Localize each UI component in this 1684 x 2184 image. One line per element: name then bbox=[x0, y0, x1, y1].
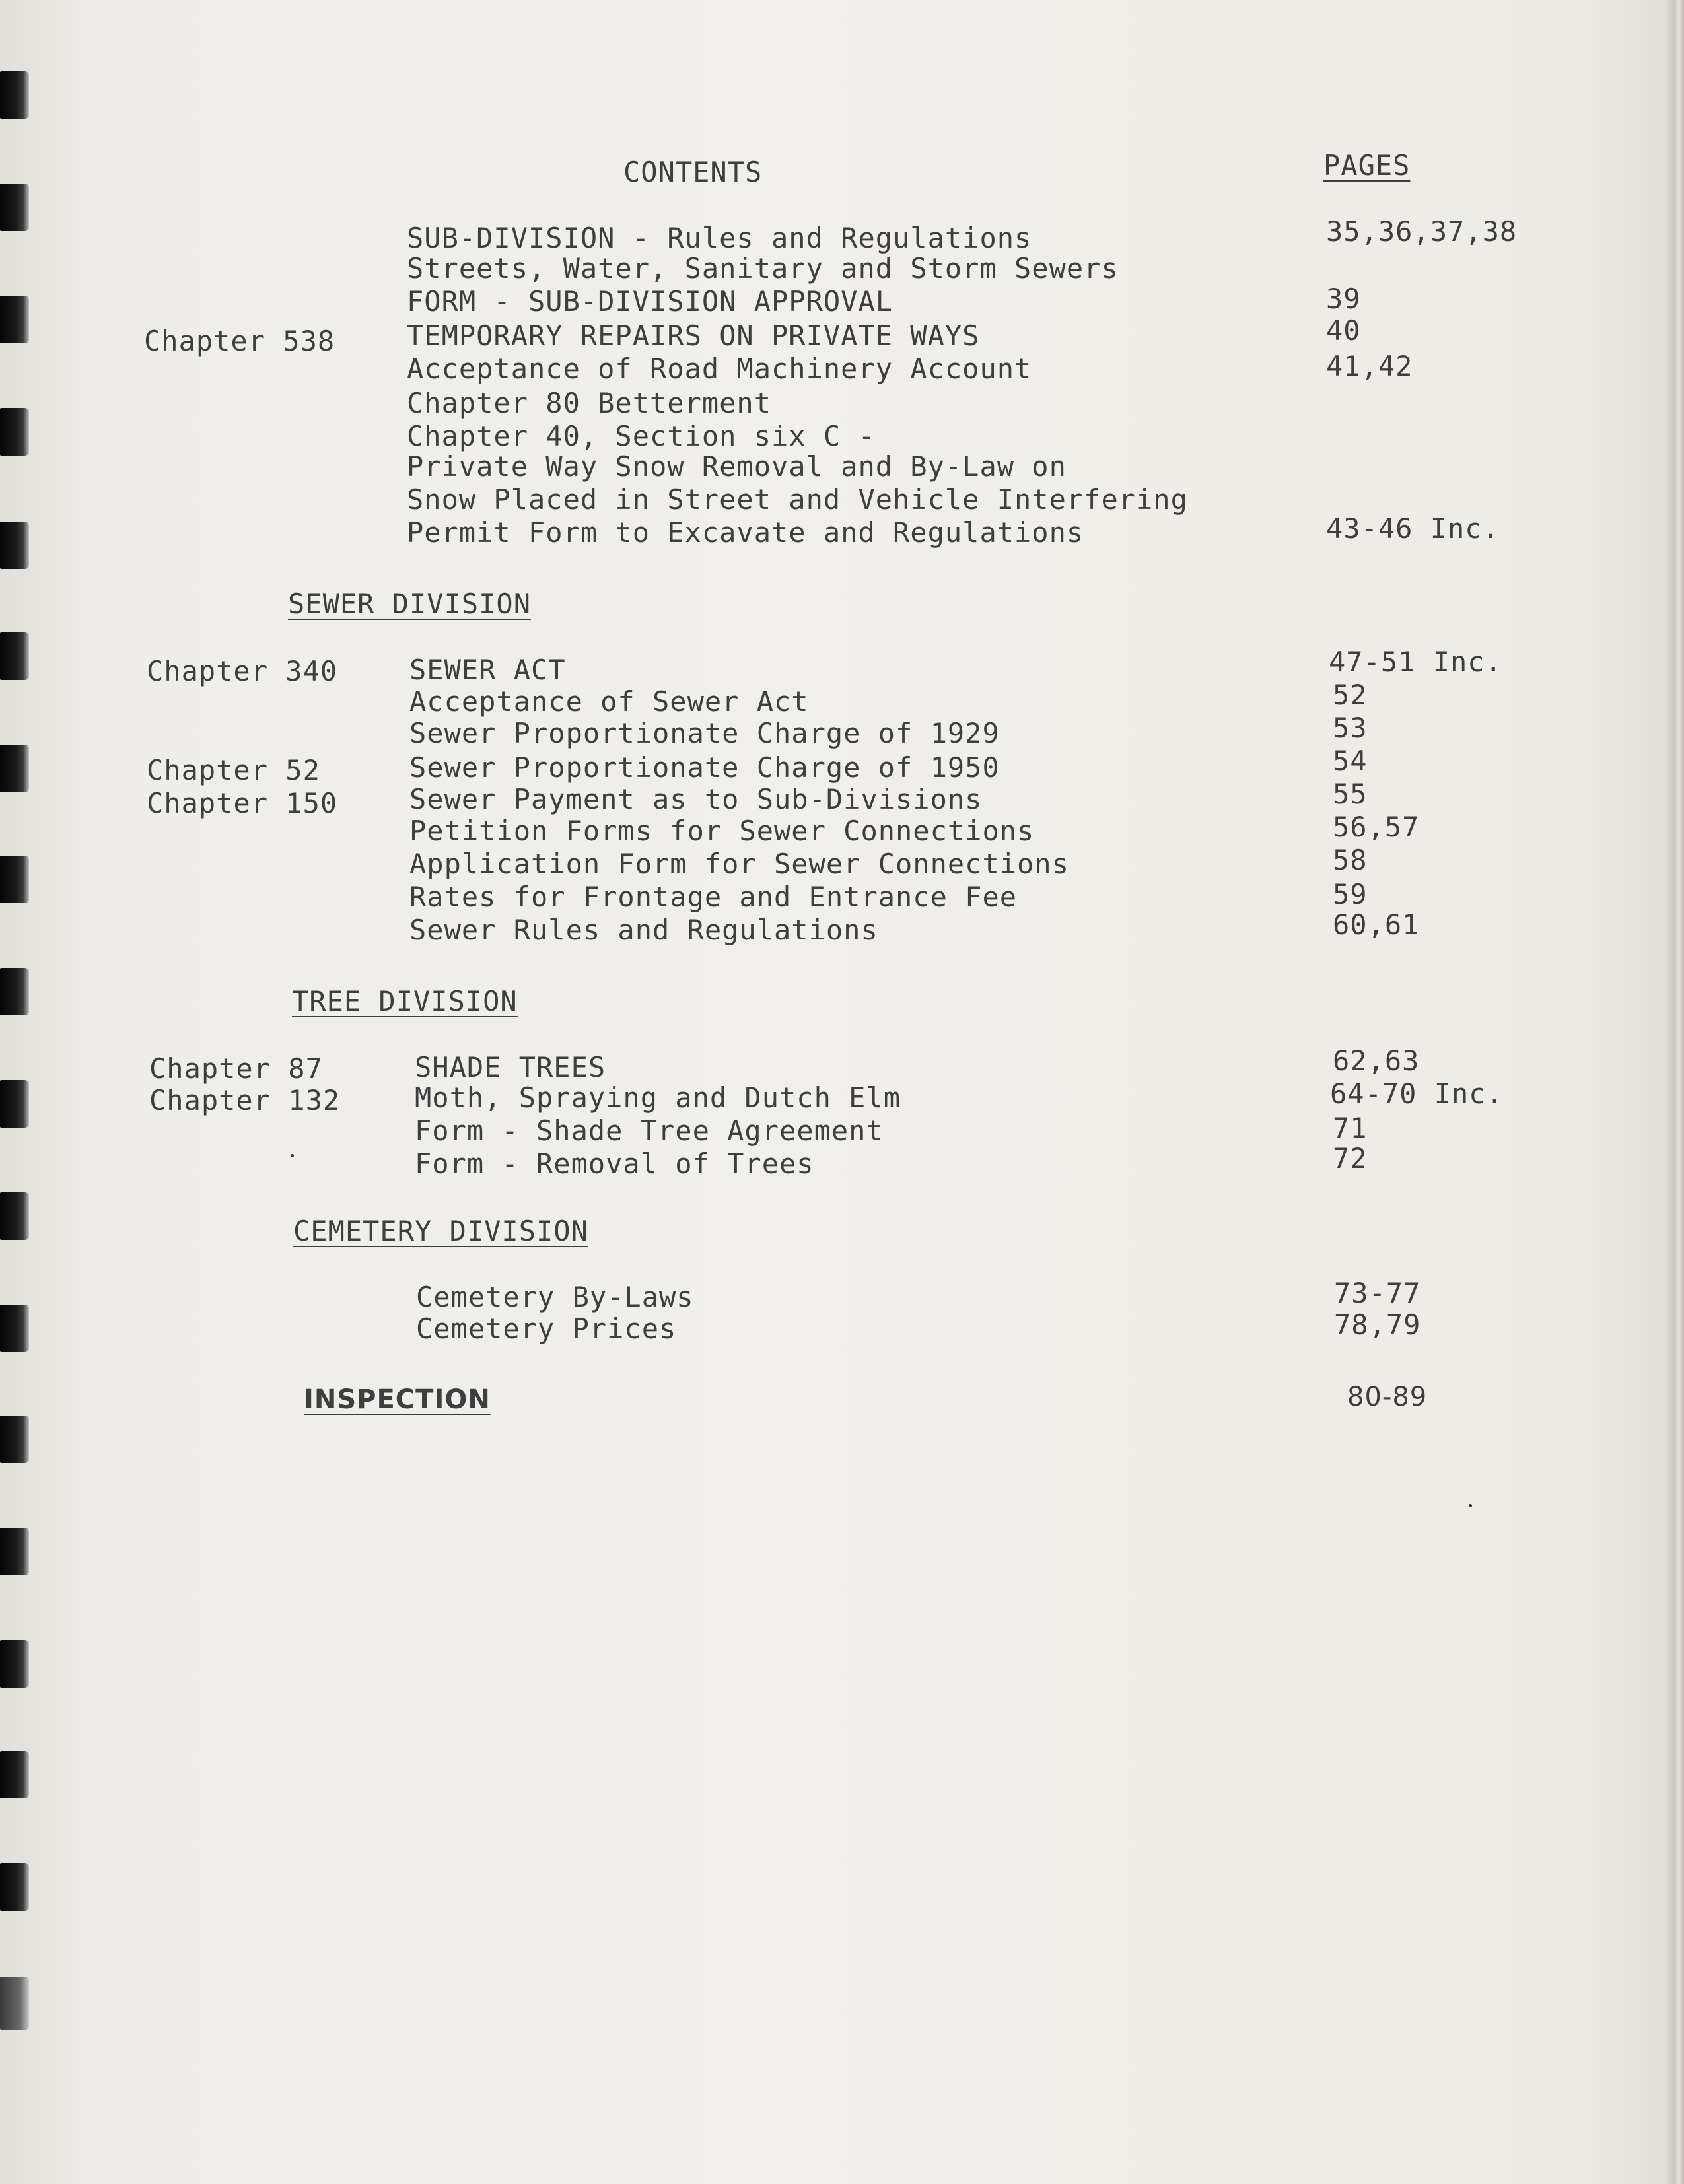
entry-title: Acceptance of Road Machinery Account bbox=[407, 353, 1032, 385]
inspection-heading: INSPECTION bbox=[304, 1384, 491, 1415]
binding-ring bbox=[0, 1080, 29, 1128]
entry-title: Cemetery By-Laws bbox=[416, 1281, 694, 1313]
entry-title: TEMPORARY REPAIRS ON PRIVATE WAYS bbox=[407, 320, 980, 352]
entry-title: Chapter 40, Section six C - bbox=[407, 420, 876, 452]
entry-pages: 60,61 bbox=[1333, 908, 1420, 941]
entry-pages: 71 bbox=[1333, 1112, 1368, 1144]
spiral-binding bbox=[0, 0, 40, 2184]
binding-ring bbox=[0, 856, 29, 903]
chapter-label: Chapter 87 bbox=[149, 1052, 323, 1085]
entry-title: Sewer Proportionate Charge of 1950 bbox=[409, 751, 1000, 784]
chapter-label: Chapter 132 bbox=[149, 1084, 341, 1116]
entry-pages: 62,63 bbox=[1333, 1044, 1420, 1077]
entry-title: Private Way Snow Removal and By-Law on bbox=[407, 450, 1067, 483]
entry-pages: 52 bbox=[1333, 679, 1368, 711]
tree-division-heading: TREE DIVISION bbox=[292, 985, 518, 1017]
binding-ring bbox=[0, 1640, 29, 1688]
binding-ring bbox=[0, 968, 29, 1015]
binding-ring bbox=[0, 71, 29, 119]
entry-title: SHADE TREES bbox=[415, 1051, 606, 1083]
binding-ring bbox=[0, 522, 29, 569]
entry-pages: 40 bbox=[1326, 314, 1361, 347]
cemetery-division-heading: CEMETERY DIVISION bbox=[293, 1215, 588, 1247]
binding-ring bbox=[0, 1977, 29, 2030]
entry-pages: 78,79 bbox=[1334, 1309, 1421, 1341]
entry-title: Petition Forms for Sewer Connections bbox=[409, 815, 1035, 847]
entry-title: SEWER ACT bbox=[409, 654, 566, 686]
page-stack-edge bbox=[1667, 0, 1684, 2184]
entry-title: Sewer Proportionate Charge of 1929 bbox=[409, 717, 1000, 749]
entry-title: Sewer Rules and Regulations bbox=[409, 914, 878, 946]
entry-pages: 56,57 bbox=[1333, 811, 1420, 843]
binding-ring bbox=[0, 408, 29, 456]
binding-ring bbox=[0, 632, 29, 680]
entry-pages: 55 bbox=[1333, 778, 1368, 810]
stray-mark bbox=[291, 1154, 294, 1157]
entry-title: FORM - SUB-DIVISION APPROVAL bbox=[407, 285, 894, 318]
entry-title: Acceptance of Sewer Act bbox=[409, 685, 809, 718]
contents-heading: CONTENTS bbox=[623, 156, 763, 188]
binding-ring bbox=[0, 296, 29, 343]
entry-pages: 39 bbox=[1326, 283, 1361, 315]
entry-title: Form - Shade Tree Agreement bbox=[415, 1114, 884, 1147]
binding-ring bbox=[0, 1528, 29, 1575]
binding-ring bbox=[0, 184, 29, 231]
entry-title: Form - Removal of Trees bbox=[415, 1147, 814, 1180]
entry-pages: 59 bbox=[1333, 878, 1368, 910]
entry-pages: 53 bbox=[1333, 712, 1368, 744]
entry-title: SUB-DIVISION - Rules and Regulations bbox=[407, 222, 1032, 254]
entry-pages: 41,42 bbox=[1326, 350, 1413, 382]
entry-pages: 47-51 Inc. bbox=[1329, 646, 1502, 678]
entry-pages: 54 bbox=[1333, 745, 1368, 777]
entry-pages: 43-46 Inc. bbox=[1326, 512, 1500, 545]
entry-title: Cemetery Prices bbox=[416, 1313, 677, 1345]
binding-ring bbox=[0, 1192, 29, 1240]
entry-title: Sewer Payment as to Sub-Divisions bbox=[409, 783, 983, 815]
inspection-pages: 80-89 bbox=[1347, 1382, 1428, 1412]
entry-title: Moth, Spraying and Dutch Elm bbox=[415, 1081, 901, 1114]
stray-mark bbox=[1469, 1504, 1472, 1507]
binding-ring bbox=[0, 1863, 29, 1911]
entry-pages: 73-77 bbox=[1334, 1277, 1421, 1309]
chapter-label: Chapter 340 bbox=[147, 655, 338, 687]
entry-title: Snow Placed in Street and Vehicle Interfering bbox=[407, 483, 1188, 516]
chapter-label: Chapter 538 bbox=[144, 325, 335, 357]
entry-pages: 64-70 Inc. bbox=[1330, 1077, 1504, 1110]
entry-pages: 58 bbox=[1333, 844, 1368, 876]
entry-pages: 72 bbox=[1333, 1142, 1368, 1175]
entry-title: Rates for Frontage and Entrance Fee bbox=[409, 881, 1018, 913]
chapter-label: Chapter 52 bbox=[147, 754, 320, 786]
binding-ring bbox=[0, 1751, 29, 1798]
entry-title: Streets, Water, Sanitary and Storm Sewers bbox=[407, 252, 1119, 285]
entry-pages: 35,36,37,38 bbox=[1326, 215, 1518, 248]
binding-ring bbox=[0, 1305, 29, 1352]
entry-title: Application Form for Sewer Connections bbox=[409, 848, 1069, 880]
chapter-label: Chapter 150 bbox=[147, 787, 338, 819]
binding-ring bbox=[0, 745, 29, 792]
entry-title: Permit Form to Excavate and Regulations bbox=[407, 516, 1084, 549]
entry-title: Chapter 80 Betterment bbox=[407, 387, 772, 419]
binding-ring bbox=[0, 1416, 29, 1463]
pages-heading: PAGES bbox=[1323, 149, 1411, 182]
sewer-division-heading: SEWER DIVISION bbox=[288, 588, 532, 620]
